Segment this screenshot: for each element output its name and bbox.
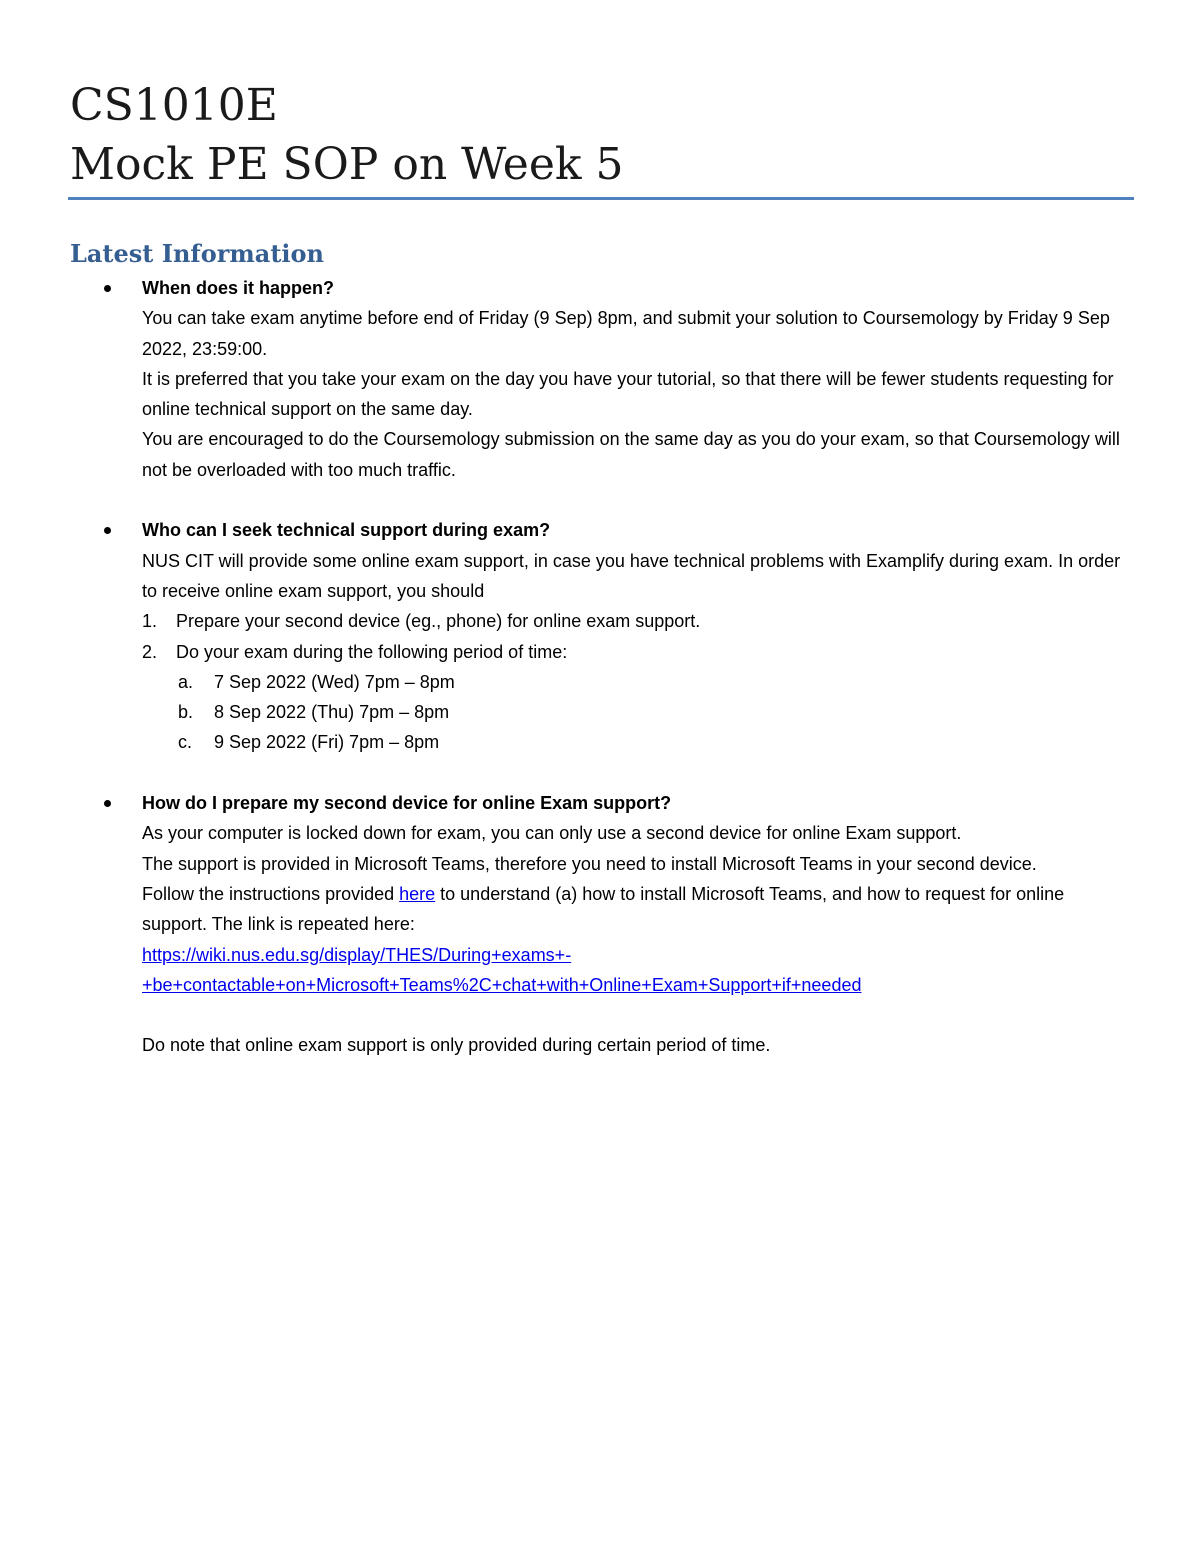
instructions-text-after: to understand (a) how to install Microsoft Teams, and how to request for online support. The link is repeated here:: [142, 883, 1065, 935]
section-heading: Latest Information: [70, 239, 324, 268]
question-heading: Who can I seek technical support during exam?: [142, 520, 551, 541]
paragraph: The support is provided in Microsoft Teams, therefore you need to install Microsoft Teams in your second device.: [142, 853, 1037, 874]
paragraph: NUS CIT will provide some online exam support, in case you have technical problems with Examplify during exam. In order to receive online exam support, you should: [142, 550, 1121, 601]
step-text: Do your exam during the following period of time:: [176, 641, 568, 662]
here-link[interactable]: here: [399, 883, 436, 904]
list-item: [70, 788, 1130, 1061]
step-text: Prepare your second device (eg., phone) for online exam support.: [176, 611, 701, 632]
step-number: 1.: [142, 611, 158, 632]
document-title: [70, 76, 1134, 194]
document-subtitle: Mock PE SOP on Week 5: [70, 139, 624, 190]
url-line-1: https://wiki.nus.edu.sg/display/THES/During+exams+-: [142, 944, 572, 965]
question-heading: How do I prepare my second device for online Exam support?: [142, 793, 672, 814]
instructions-text-before: Follow the instructions provided: [142, 883, 400, 904]
url-line-2: +be+contactable+on+Microsoft+Teams%2C+chat+with+Online+Exam+Support+if+needed: [142, 974, 862, 995]
list-item: [70, 515, 1130, 757]
bullet-icon: [104, 527, 111, 534]
numbered-step: [142, 637, 1130, 667]
blank-line: [142, 1000, 1130, 1030]
period-item: [178, 697, 1130, 727]
blank-line: [70, 758, 1130, 788]
paragraph: You can take exam anytime before end of Friday (9 Sep) 8pm, and submit your solution to Coursemology by Friday 9 Sep 2022, 23:59:00.: [142, 308, 1110, 359]
list-item: [70, 273, 1130, 485]
bullet-icon: [104, 285, 111, 292]
period-text: 7 Sep 2022 (Wed) 7pm – 8pm: [214, 671, 455, 692]
paragraph: You are encouraged to do the Coursemology submission on the same day as you do your exam, so that Coursemology will not be overloaded with too much traffic.: [142, 429, 1120, 480]
period-text: 9 Sep 2022 (Fri) 7pm – 8pm: [214, 732, 440, 753]
course-code-title: CS1010E: [70, 80, 278, 131]
period-letter: a.: [178, 671, 194, 692]
blank-line: [70, 485, 1130, 515]
period-item: [178, 667, 1130, 697]
paragraph: As your computer is locked down for exam, you can only use a second device for online Exam support.: [142, 823, 962, 844]
step-number: 2.: [142, 641, 158, 662]
section-content: [70, 273, 1130, 1061]
period-text: 8 Sep 2022 (Thu) 7pm – 8pm: [214, 702, 450, 723]
wiki-url-link[interactable]: [142, 940, 1130, 1001]
numbered-step: [142, 606, 1130, 636]
title-divider: [68, 197, 1134, 200]
period-item: [178, 727, 1130, 757]
question-heading: When does it happen?: [142, 278, 334, 298]
period-list: [142, 667, 1130, 758]
period-letter: b.: [178, 702, 194, 723]
paragraph: It is preferred that you take your exam on the day you have your tutorial, so that there will be fewer students requesting for online technical support on the same day.: [142, 368, 1114, 420]
instructions-paragraph: [142, 879, 1130, 940]
note-paragraph: Do note that online exam support is only provided during certain period of time.: [142, 1035, 771, 1056]
period-letter: c.: [178, 732, 193, 753]
bullet-icon: [104, 800, 111, 807]
